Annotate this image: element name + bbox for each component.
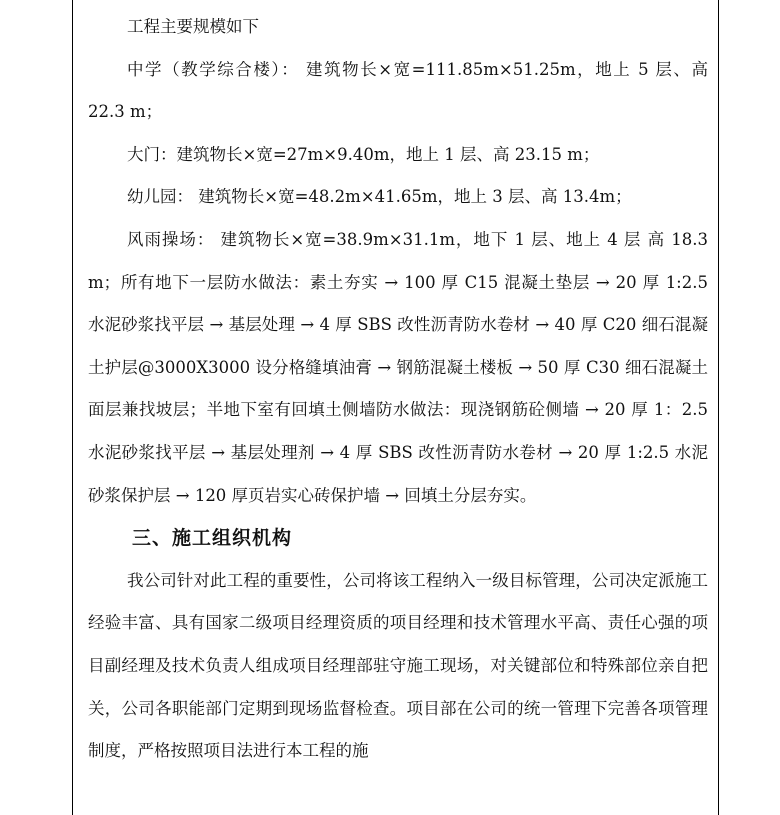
paragraph-middle-school: 中学（教学综合楼）： 建筑物长×宽=111.85m×51.25m，地上 5 层、高 22.3 m； [88,59,708,122]
paragraph-kindergarten: 幼儿园： 建筑物长×宽=48.2m×41.65m，地上 3 层、高 13.4m； [127,187,632,207]
paragraph-scale-intro: 工程主要规模如下 [127,17,259,36]
table-border-right [718,0,719,815]
table-border-left [72,0,73,815]
paragraph-organization: 我公司针对此工程的重要性，公司将该工程纳入一级目标管理，公司决定派施工经验丰富、具有国家二级项目经理资质的项目经理和技术管理水平高、责任心强的项目副经理及技术负责人组成项目经理部驻守施工现场，对关键部位和特殊部位亲自把关，公司各职能部门定期到现场监督检查。项目部在公司的统一管理下完善各项管理制度，严格按照项目法进行本工程的施 [88,570,708,761]
paragraph-playground-waterproofing: 风雨操场： 建筑物长×宽=38.9m×31.1m，地下 1 层、地上 4 层 高 18.3 m；所有地下一层防水做法：素土夯实 → 100 厚 C15 混凝土垫层 → 20 厚 1:2.5 水泥砂浆找平层 → 基层处理 → 4 厚 SBS 改性沥青防水卷材 → 40 厚 C20 细石混凝土护层@3000X3000 设分格缝填油膏 → 钢筋混凝土楼板 → 50 厚 C30 细石混凝土面层兼找坡层；半地下室有回填土侧墙防水做法：现浇钢筋砼侧墙 → 20 厚 1：2.5 水泥砂浆找平层 → 基层处理剂 → 4 厚 SBS 改性沥青防水卷材 → 20 厚 1:2.5 水泥砂浆保护层 → 120 厚页岩实心砖保护墙 → 回填土分层夯实。 [88,229,708,505]
section-heading: 三、施工组织机构 [132,527,293,550]
document-body [88,6,708,773]
paragraph-gate: 大门：建筑物长×宽=27m×9.40m，地上 1 层、高 23.15 m； [127,144,600,164]
